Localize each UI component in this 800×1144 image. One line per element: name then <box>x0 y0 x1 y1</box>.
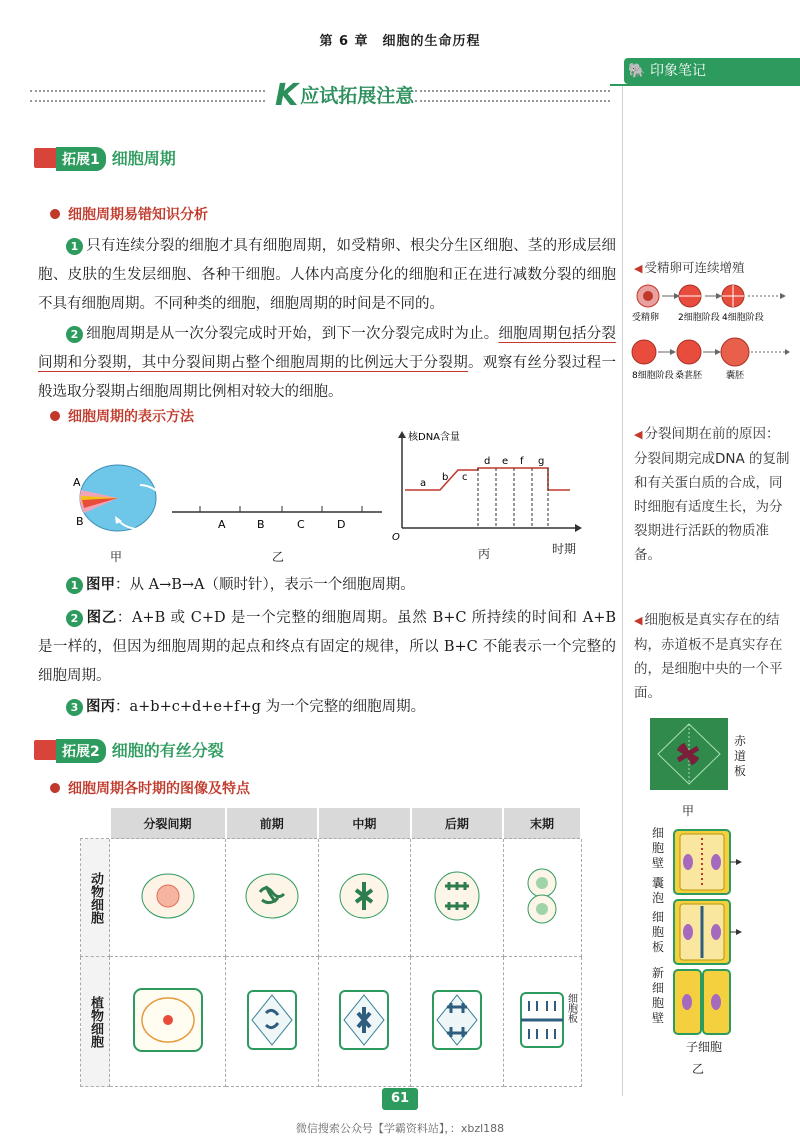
embryo-label: 受精卵 <box>632 313 660 323</box>
animal-prophase-cell <box>226 839 319 957</box>
label-new-cell-wall: 新细胞壁 <box>652 966 665 1025</box>
embryo-label: 桑葚胚 <box>675 371 703 381</box>
interpretation-2: 2 图乙：A+B 或 C+D 是一个完整的细胞周期。虽然 B+C 所持续的时间和 A+B 是一样的，但因为细胞周期的起点和终点有固定的规律，所以 B+C 不能表示一个完整的细胞周期。 <box>38 609 616 684</box>
figure-pie <box>70 460 165 540</box>
figure-dna-graph <box>390 428 590 548</box>
table-header-row <box>81 808 582 839</box>
label-vesicle: 囊泡 <box>652 876 665 905</box>
row-label-animal: 动物细胞 <box>81 839 110 957</box>
elephant-icon: 🐘 <box>628 63 646 79</box>
table-row <box>81 839 582 957</box>
sidebar-note-cell-plate: ◀ 细胞板是真实存在的结构，赤道板不是真实存在的，是细胞中央的一个平面。 <box>634 612 783 701</box>
label-cell-plate: 细胞板 <box>652 910 665 954</box>
interpretation-1: 1 图甲：从 A→B→A（顺时针），表示一个细胞周期。 <box>38 570 616 600</box>
section2-head: 拓展2 细胞的有丝分裂 <box>34 738 224 763</box>
sidebar-figure-yi-label: 乙 <box>692 1062 705 1076</box>
title-dots-right <box>415 90 610 102</box>
paragraph-1: 1 只有连续分裂的细胞才具有细胞周期，如受精卵、根尖分生区细胞、茎的形成层细胞、皮肤的生发层细胞、各种干细胞。人体内高度分化的细胞和正在进行减数分裂的细胞不具有细胞周期。不同种类的细胞，细胞周期的时间是不同的。 <box>38 238 616 312</box>
graph-label-g: g <box>538 456 545 467</box>
figure-line <box>170 498 385 534</box>
triangle-icon: ◀ <box>634 614 643 627</box>
graph-ylabel: 核DNA含量 <box>408 432 461 443</box>
plant-telophase-cell <box>503 957 581 1087</box>
embryo-label: 2细胞阶段 <box>678 313 720 323</box>
embryo-sequence-figure <box>630 282 790 392</box>
row-label-plant: 植物细胞 <box>81 957 110 1087</box>
cell-plate-formation-figure <box>672 828 742 1036</box>
phases-table <box>80 808 582 1087</box>
plant-prophase-cell <box>226 957 319 1087</box>
label-equator: 赤道板 <box>734 734 747 778</box>
graph-label-d: d <box>484 456 491 467</box>
book-icon <box>34 148 56 168</box>
table-header: 分裂间期 <box>110 808 226 839</box>
embryo-label: 囊胚 <box>726 371 745 381</box>
cell-plate-label: 细胞板 <box>565 993 577 1023</box>
table-header: 前期 <box>226 808 319 839</box>
figure-yi-label: 乙 <box>272 550 285 564</box>
page-number: 61 <box>382 1088 418 1110</box>
paragraph-2: 2 细胞周期是从一次分裂完成时开始，到下一次分裂完成时为止。细胞周期包括分裂间期和分裂期，其中分裂间期占整个细胞周期的比例远大于分裂期。观察有丝分裂过程一般选取分裂期占细胞周期比例相对较大的细胞。 <box>38 326 617 400</box>
table-header: 末期 <box>503 808 581 839</box>
graph-label-f: f <box>520 456 524 467</box>
book-icon <box>34 740 56 760</box>
notes-header: 🐘 印象笔记 <box>624 58 800 84</box>
graph-label-c: c <box>462 472 468 483</box>
subhead-errors: 细胞周期易错知识分析 <box>50 204 208 224</box>
figure-bing-label: 丙 <box>478 547 491 561</box>
sidebar-divider <box>622 86 623 1096</box>
interpretation-3: 3 图丙：a+b+c+d+e+f+g 为一个完整的细胞周期。 <box>38 692 616 722</box>
leaf-icon <box>49 782 62 795</box>
section-title: K应试拓展注意 <box>275 78 415 113</box>
sidebar-note-interphase: ◀ 分裂间期在前的原因：分裂间期完成DNA 的复制和有关蛋白质的合成，同时细胞有适度生长，为分裂期进行活跃的物质准备。 <box>634 426 790 563</box>
plant-interphase-cell <box>110 957 226 1087</box>
table-corner <box>81 808 110 839</box>
animal-anaphase-cell <box>411 839 504 957</box>
equatorial-plate-figure <box>650 718 728 790</box>
subhead-phases: 细胞周期各时期的图像及特点 <box>50 778 250 798</box>
animal-interphase-cell <box>110 839 226 957</box>
segment-label-d: D <box>337 518 346 531</box>
table-header: 后期 <box>411 808 504 839</box>
section-title-bar <box>30 78 610 112</box>
pie-label-b: B <box>76 515 84 528</box>
section1-head: 拓展1 细胞周期 <box>34 146 176 171</box>
table-row <box>81 957 582 1087</box>
animal-metaphase-cell <box>318 839 411 957</box>
header-rule <box>610 84 800 86</box>
segment-label-a: A <box>218 518 226 531</box>
embryo-label: 8细胞阶段 <box>632 371 674 381</box>
graph-label-b: b <box>442 472 449 483</box>
graph-xlabel: 时期 <box>552 542 577 556</box>
graph-label-e: e <box>502 456 509 467</box>
segment-label-c: C <box>297 518 305 531</box>
segment-label-b: B <box>257 518 265 531</box>
sidebar-figure-jia-label: 甲 <box>682 804 695 818</box>
label-cell-wall: 细胞壁 <box>652 826 665 870</box>
table-header: 中期 <box>318 808 411 839</box>
animal-telophase-cell <box>503 839 581 957</box>
plant-metaphase-cell <box>318 957 411 1087</box>
leaf-icon <box>49 410 62 423</box>
graph-origin: O <box>392 532 400 543</box>
figure-jia-label: 甲 <box>110 550 123 564</box>
graph-label-a: a <box>420 478 427 489</box>
chapter-header: 第 6 章 细胞的生命历程 <box>319 34 481 49</box>
pie-label-a: A <box>73 476 81 489</box>
triangle-icon: ◀ <box>634 262 643 275</box>
leaf-icon <box>49 208 62 221</box>
sidebar-egg-note: ◀ 受精卵可连续增殖 <box>634 260 745 275</box>
subhead-representation: 细胞周期的表示方法 <box>50 406 194 426</box>
title-dots-left <box>30 90 265 102</box>
plant-anaphase-cell <box>411 957 504 1087</box>
footer-text: 微信搜索公众号【学霸资料站】，：xbzl188 <box>295 1122 505 1135</box>
triangle-icon: ◀ <box>634 428 643 441</box>
embryo-label: 4细胞阶段 <box>722 313 764 323</box>
label-daughter-cell: 子细胞 <box>686 1040 723 1054</box>
